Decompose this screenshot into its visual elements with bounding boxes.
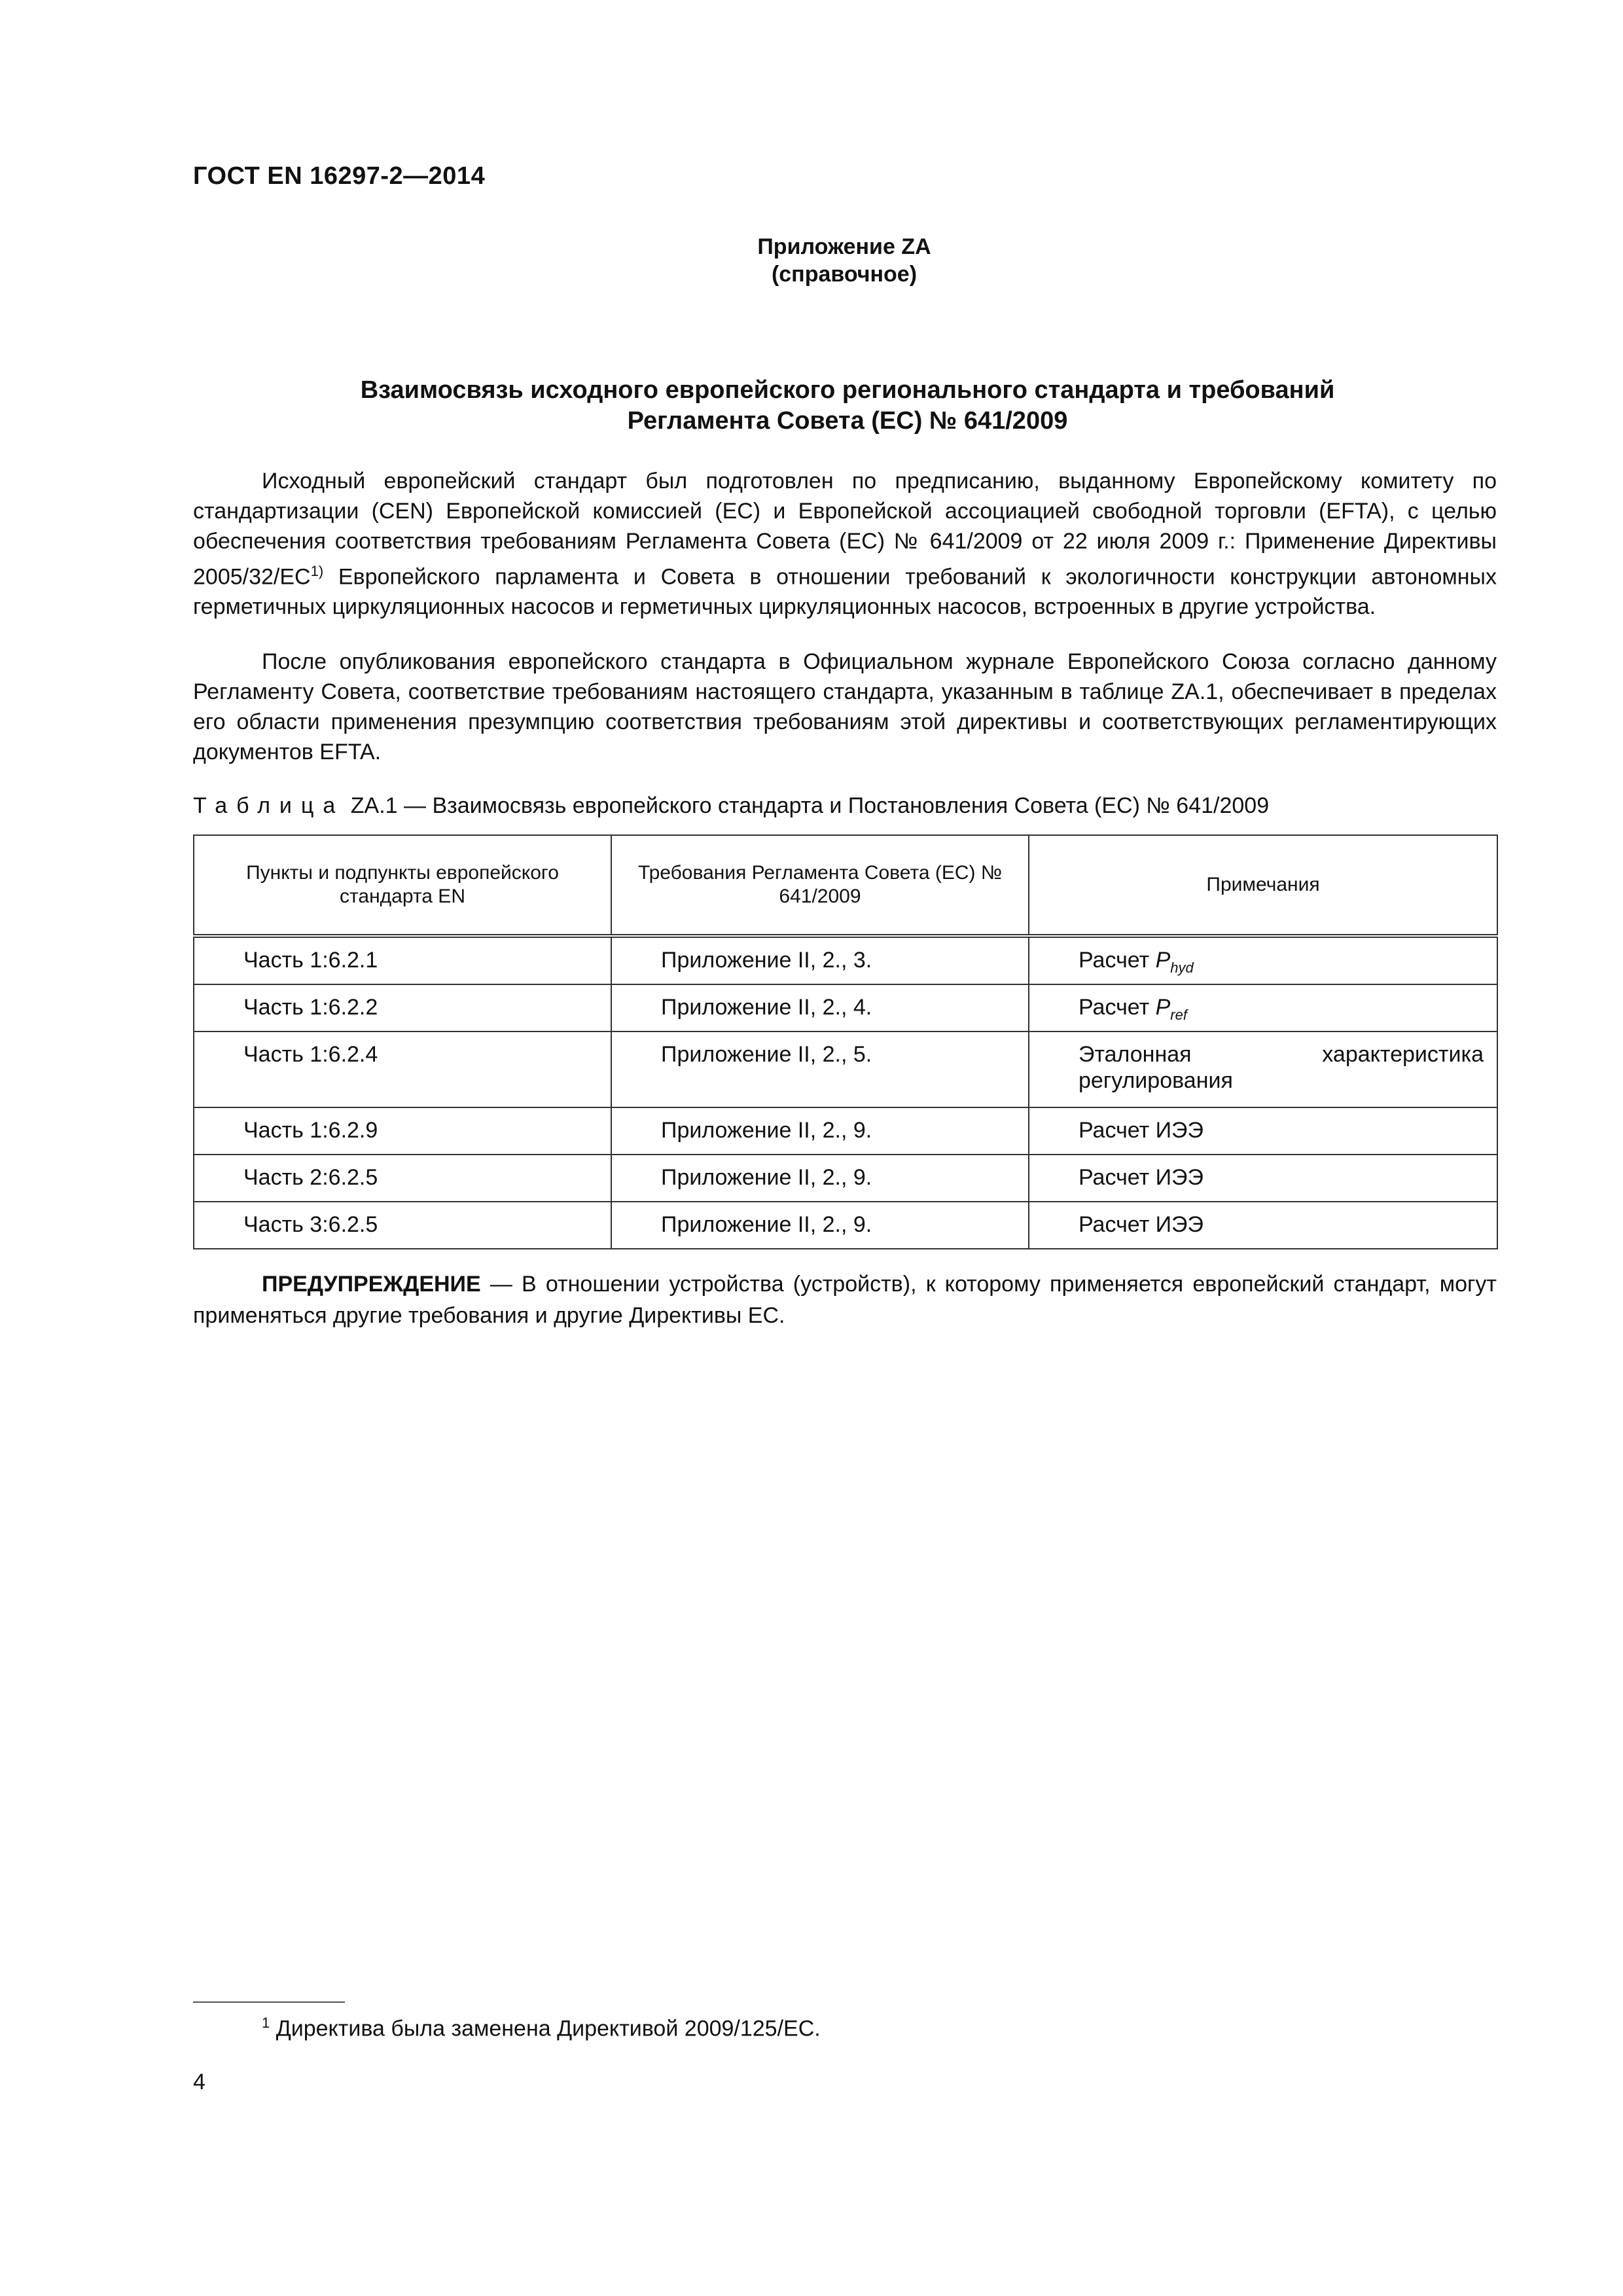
section-title-line2: Регламента Совета (ЕС) № 641/2009 xyxy=(627,407,1068,435)
table-row xyxy=(194,936,1497,984)
footnote-text: Директива была заменена Директивой 2009/125/ЕС. xyxy=(270,2016,821,2041)
annex-type: (справочное) xyxy=(771,262,918,287)
clause-cell: Часть 3:6.2.5 xyxy=(194,1202,611,1249)
table-row xyxy=(194,1155,1497,1202)
table-caption xyxy=(193,793,1269,819)
requirement-cell: Приложение II, 2., 9. xyxy=(611,1155,1029,1202)
page-number: 4 xyxy=(193,2070,205,2094)
table-row xyxy=(194,984,1497,1031)
note-cell: Расчет $P_{ref}$ xyxy=(1029,984,1497,1031)
requirement-cell: Приложение II, 2., 4. xyxy=(611,984,1029,1031)
footnote xyxy=(262,2015,821,2041)
footnote-separator xyxy=(193,2001,345,2003)
warning-note xyxy=(193,1268,1497,1331)
table-row xyxy=(194,1031,1497,1107)
annex-title: Приложение ZA xyxy=(757,234,931,259)
table-caption-label: Таблица xyxy=(193,793,345,818)
note-cell: Расчет ИЭЭ xyxy=(1029,1107,1497,1155)
warning-label: ПРЕДУПРЕЖДЕНИЕ xyxy=(262,1272,481,1297)
clause-cell: Часть 1:6.2.1 xyxy=(194,936,611,984)
paragraph-1: Исходный европейский стандарт был подготовлен по предписанию, выданному Европейскому комитету по стандартизации (CEN) Европейской комиссией (ЕС) и Европейской ассоциацией свободной торговли (EFTA), с целью обеспечения соответствия требованиям Регламента Совета (ЕС) № 641/2009 от 22 июля 2009 г.: Применение Директивы 2005/32/ЕС$^{1)}$ Европейского парламента и Совета в отношении требований к экологичности конструкции автономных герметичных циркуляционных насосов и герметичных циркуляционных насосов, встроенных в другие устройства. xyxy=(193,469,1497,620)
table-header-row xyxy=(194,835,1497,936)
formula-variable: $P_{hyd}$ xyxy=(1155,948,1194,976)
note-cell: Расчет $P_{hyd}$ xyxy=(1029,936,1497,984)
note-cell: Расчет ИЭЭ xyxy=(1029,1155,1497,1202)
requirement-cell: Приложение II, 2., 3. xyxy=(611,936,1029,984)
requirement-cell: Приложение II, 2., 5. xyxy=(611,1031,1029,1107)
note-cell: Эталонная характеристика регулирования xyxy=(1029,1031,1497,1107)
section-title-line1: Взаимосвязь исходного европейского регионального стандарта и требований xyxy=(360,376,1335,404)
requirement-cell: Приложение II, 2., 9. xyxy=(611,1202,1029,1249)
table-row xyxy=(194,1202,1497,1249)
clause-cell: Часть 2:6.2.5 xyxy=(194,1155,611,1202)
clause-cell: Часть 1:6.2.9 xyxy=(194,1107,611,1155)
table-caption-text: ZA.1 — Взаимосвязь европейского стандарта и Постановления Совета (ЕС) № 641/2009 xyxy=(344,793,1270,818)
requirement-cell: Приложение II, 2., 9. xyxy=(611,1107,1029,1155)
column-header-clauses: Пункты и подпункты европейского стандарта EN xyxy=(194,835,611,936)
paragraph-2: После опубликования европейского стандарта в Официальном журнале Европейского Союза согласно данному Регламенту Совета, соответствие требованиям настоящего стандарта, указанным в таблице ZA.1, обеспечивает в пределах его области применения презумпцию соответствия требованиям этой директивы и соответствующих регламентирующих документов EFTA. xyxy=(193,649,1497,764)
correspondence-table xyxy=(193,834,1498,1249)
footnote-reference: 1) xyxy=(310,563,324,579)
table-row xyxy=(194,1107,1497,1155)
footnote-mark: 1 xyxy=(262,2015,270,2031)
note-cell: Расчет ИЭЭ xyxy=(1029,1202,1497,1249)
warning-text: — В отношении устройства (устройств), к которому применяется европейский стандарт, могут применяться другие требования и другие Директивы ЕС. xyxy=(193,1272,1497,1328)
formula-variable: $P_{ref}$ xyxy=(1155,995,1187,1023)
column-header-notes: Примечания xyxy=(1029,835,1497,936)
column-header-requirements: Требования Регламента Совета (ЕС) № 641/2009 xyxy=(611,835,1029,936)
clause-cell: Часть 1:6.2.2 xyxy=(194,984,611,1031)
clause-cell: Часть 1:6.2.4 xyxy=(194,1031,611,1107)
document-code-header: ГОСТ EN 16297-2—2014 xyxy=(193,162,486,190)
